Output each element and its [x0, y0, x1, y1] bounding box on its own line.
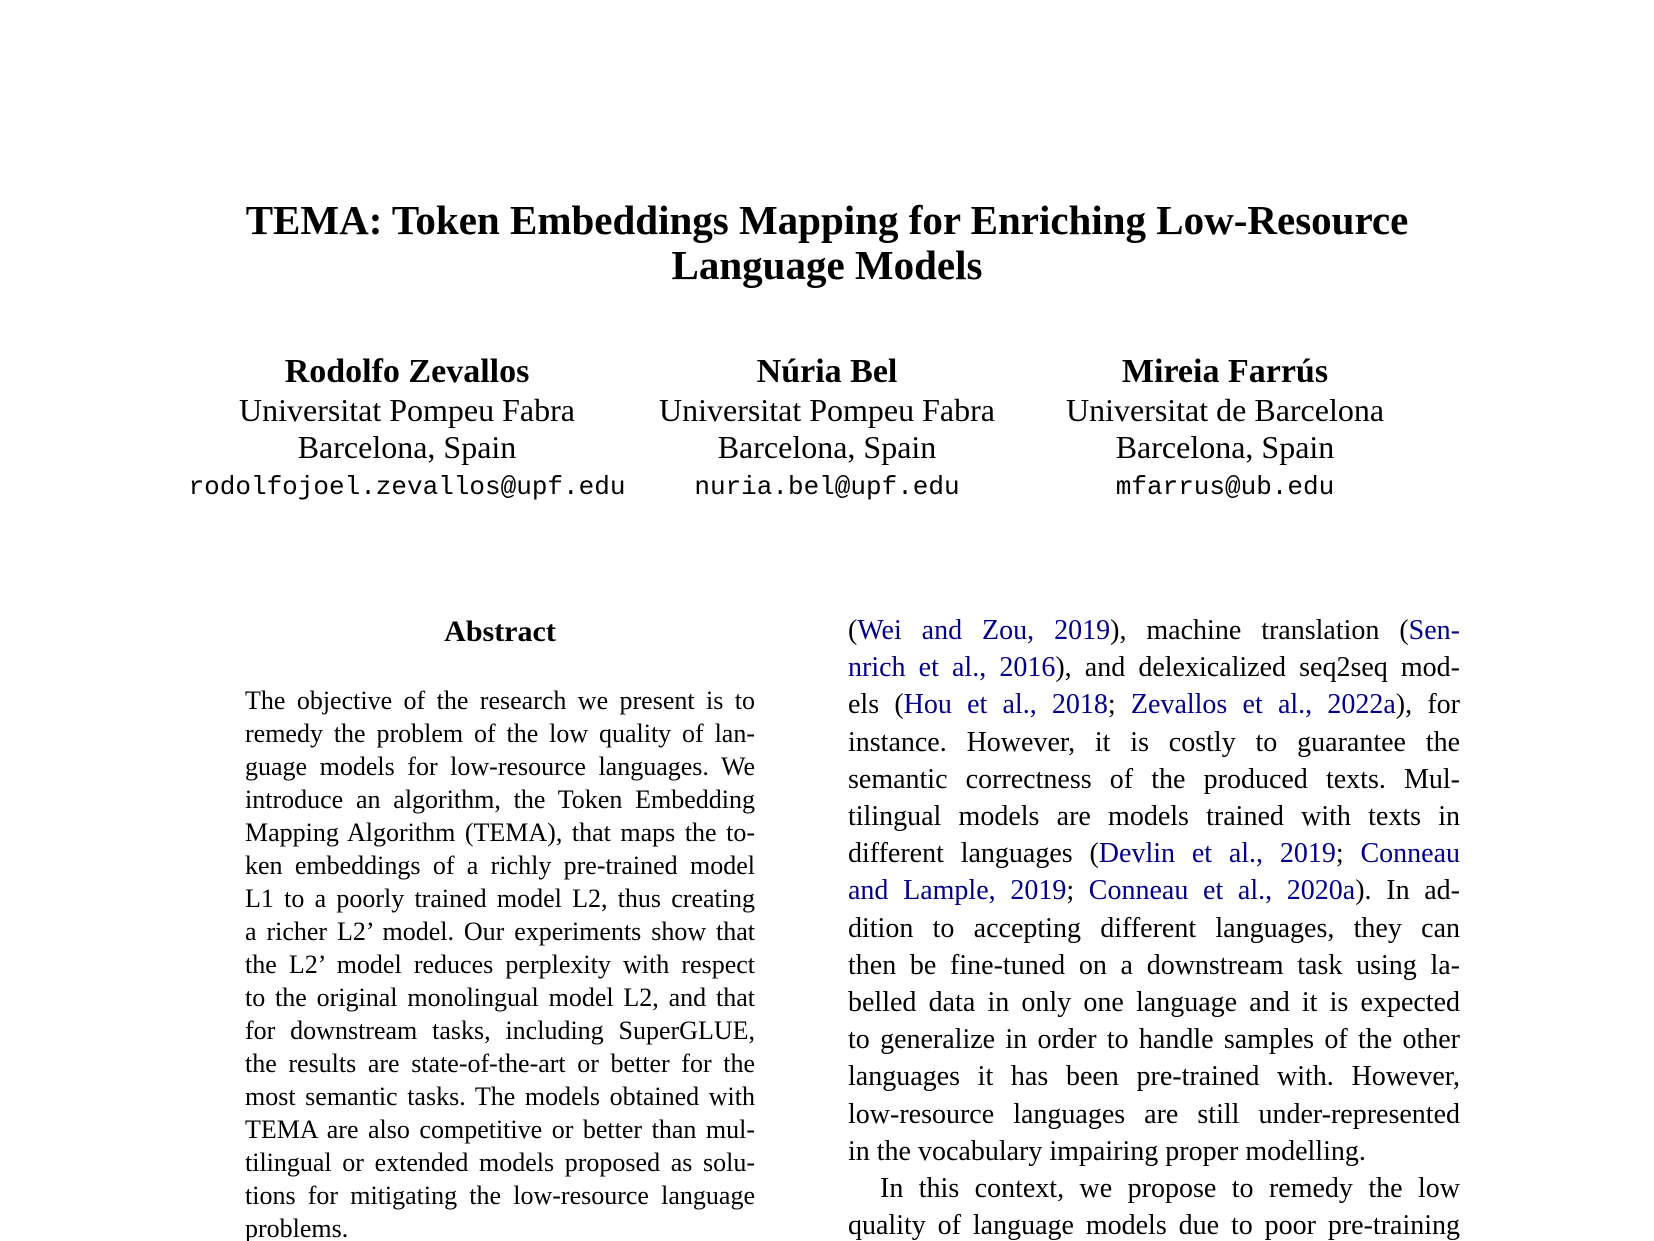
- paper-title-line-1: TEMA: Token Embeddings Mapping for Enriching Low-Resource: [245, 197, 1409, 243]
- text-line: [245, 1212, 755, 1241]
- text-span: then be fine-tuned on a downstream task using la-: [848, 949, 1460, 981]
- citation-link[interactable]: and Lample, 2019: [848, 875, 1067, 907]
- text-span: TEMA are also competitive or better than mul-: [245, 1115, 755, 1144]
- text-span: guage models for low-resource languages. We: [245, 752, 755, 781]
- text-line: [245, 1080, 755, 1113]
- text-span: problems.: [245, 1214, 349, 1241]
- citation-link[interactable]: Sen-: [1408, 615, 1460, 646]
- author-location: Barcelona, Spain: [297, 429, 517, 465]
- citation-link[interactable]: Wei and Zou, 2019: [857, 615, 1111, 646]
- text-line: [245, 1113, 755, 1146]
- text-line: [848, 1021, 1460, 1058]
- citation-link[interactable]: Zevallos et al., 2022a: [1130, 689, 1396, 721]
- author-location: Barcelona, Spain: [1115, 429, 1335, 465]
- text-span: remedy the problem of the low quality of lan-: [245, 719, 755, 748]
- text-line: [848, 1133, 1460, 1170]
- text-line: [848, 1170, 1460, 1207]
- paper-title: [0, 198, 1654, 288]
- text-span: ;: [1066, 875, 1089, 907]
- citation-link[interactable]: nrich et al., 2016: [848, 652, 1056, 684]
- text-line: [848, 761, 1460, 798]
- text-line: [245, 816, 755, 849]
- text-line: [848, 649, 1460, 686]
- text-line: [848, 686, 1460, 723]
- author-location: Barcelona, Spain: [717, 429, 937, 465]
- author-email: mfarrus@ub.edu: [1115, 472, 1335, 502]
- text-line: [848, 724, 1460, 761]
- text-span: in the vocabulary impairing proper modelling.: [848, 1135, 1366, 1167]
- text-span: els (: [848, 689, 904, 721]
- text-span: ). In ad-: [1355, 875, 1461, 907]
- text-line: [848, 947, 1460, 984]
- text-line: [245, 1014, 755, 1047]
- text-span: to the original monolingual model L2, and that: [245, 983, 755, 1012]
- text-span: L1 to a poorly trained model L2, thus creating: [245, 884, 755, 913]
- text-span: In this context, we propose to remedy the low: [880, 1173, 1460, 1205]
- text-span: quality of language models due to poor pre-training: [848, 1210, 1460, 1241]
- citation-link[interactable]: Devlin et al., 2019: [1098, 838, 1336, 870]
- text-line: [848, 984, 1460, 1021]
- text-span: ), for: [1395, 689, 1460, 721]
- author-list: [0, 352, 1654, 512]
- text-line: [848, 612, 1460, 649]
- author-email: rodolfojoel.zevallos@upf.edu: [188, 472, 626, 502]
- author-block-1: [187, 352, 627, 504]
- text-span: for downstream tasks, including SuperGLUE,: [245, 1016, 755, 1045]
- paper-title-line-2: Language Models: [671, 242, 983, 288]
- text-span: tilingual or extended models proposed as solu-: [245, 1148, 755, 1177]
- text-span: a richer L2’ model. Our experiments show that: [245, 917, 755, 946]
- text-span: introduce an algorithm, the Token Embedding: [245, 785, 755, 814]
- author-name: Mireia Farrús: [1121, 353, 1329, 390]
- text-span: to generalize in order to handle samples of the other: [848, 1024, 1460, 1056]
- citation-link[interactable]: Conneau: [1360, 838, 1461, 870]
- text-span: ), and delexicalized seq2seq mod-: [1055, 652, 1461, 684]
- text-line: [245, 981, 755, 1014]
- text-span: The objective of the research we present is to: [245, 686, 755, 715]
- text-span: instance. However, it is costly to guarantee the: [848, 726, 1460, 758]
- author-affiliation: Universitat Pompeu Fabra: [239, 392, 575, 428]
- author-block-3: [1005, 352, 1445, 504]
- text-line: [848, 1058, 1460, 1095]
- abstract-text: [245, 684, 755, 1241]
- citation-link[interactable]: Hou et al., 2018: [903, 689, 1108, 721]
- abstract-heading: Abstract: [444, 615, 556, 648]
- text-line: [848, 1096, 1460, 1133]
- introduction-column: [848, 612, 1460, 1241]
- author-block-2: [607, 352, 1047, 504]
- text-span: languages it has been pre-trained with. However,: [848, 1061, 1460, 1093]
- text-line: [848, 872, 1460, 909]
- text-line: [848, 798, 1460, 835]
- author-affiliation: Universitat de Barcelona: [1065, 392, 1385, 428]
- text-span: tions for mitigating the low-resource language: [245, 1181, 755, 1210]
- text-span: semantic correctness of the produced texts. Mul-: [848, 763, 1460, 795]
- text-span: different languages (: [848, 838, 1099, 870]
- author-affiliation: Universitat Pompeu Fabra: [659, 392, 995, 428]
- text-line: [245, 717, 755, 750]
- text-span: dition to accepting different languages, they can: [848, 912, 1460, 944]
- text-line: [245, 882, 755, 915]
- text-line: [245, 849, 755, 882]
- text-line: [245, 1047, 755, 1080]
- text-span: (: [848, 615, 858, 646]
- text-line: [245, 783, 755, 816]
- text-line: [848, 910, 1460, 947]
- text-line: [245, 1146, 755, 1179]
- text-span: tilingual models are models trained with texts in: [848, 801, 1460, 833]
- citation-link[interactable]: Conneau et al., 2020a: [1088, 875, 1356, 907]
- text-line: [245, 948, 755, 981]
- author-email: nuria.bel@upf.edu: [694, 472, 960, 502]
- text-line: [245, 1179, 755, 1212]
- text-line: [848, 835, 1460, 872]
- text-span: ;: [1107, 689, 1131, 721]
- text-line: [245, 915, 755, 948]
- text-span: belled data in only one language and it is expected: [848, 987, 1460, 1019]
- text-span: the L2’ model reduces perplexity with respect: [245, 950, 755, 979]
- text-line: [245, 684, 755, 717]
- text-span: the results are state-of-the-art or better for the: [245, 1049, 755, 1078]
- text-span: low-resource languages are still under-represented: [848, 1098, 1460, 1130]
- text-line: [848, 1207, 1460, 1241]
- author-name: Núria Bel: [756, 353, 898, 390]
- text-span: ;: [1335, 838, 1361, 870]
- text-span: most semantic tasks. The models obtained with: [245, 1082, 755, 1111]
- text-span: Mapping Algorithm (TEMA), that maps the to-: [245, 818, 755, 847]
- text-line: [245, 750, 755, 783]
- author-name: Rodolfo Zevallos: [284, 353, 530, 390]
- text-span: ), machine translation (: [1110, 615, 1409, 646]
- text-span: ken embeddings of a richly pre-trained model: [245, 851, 755, 880]
